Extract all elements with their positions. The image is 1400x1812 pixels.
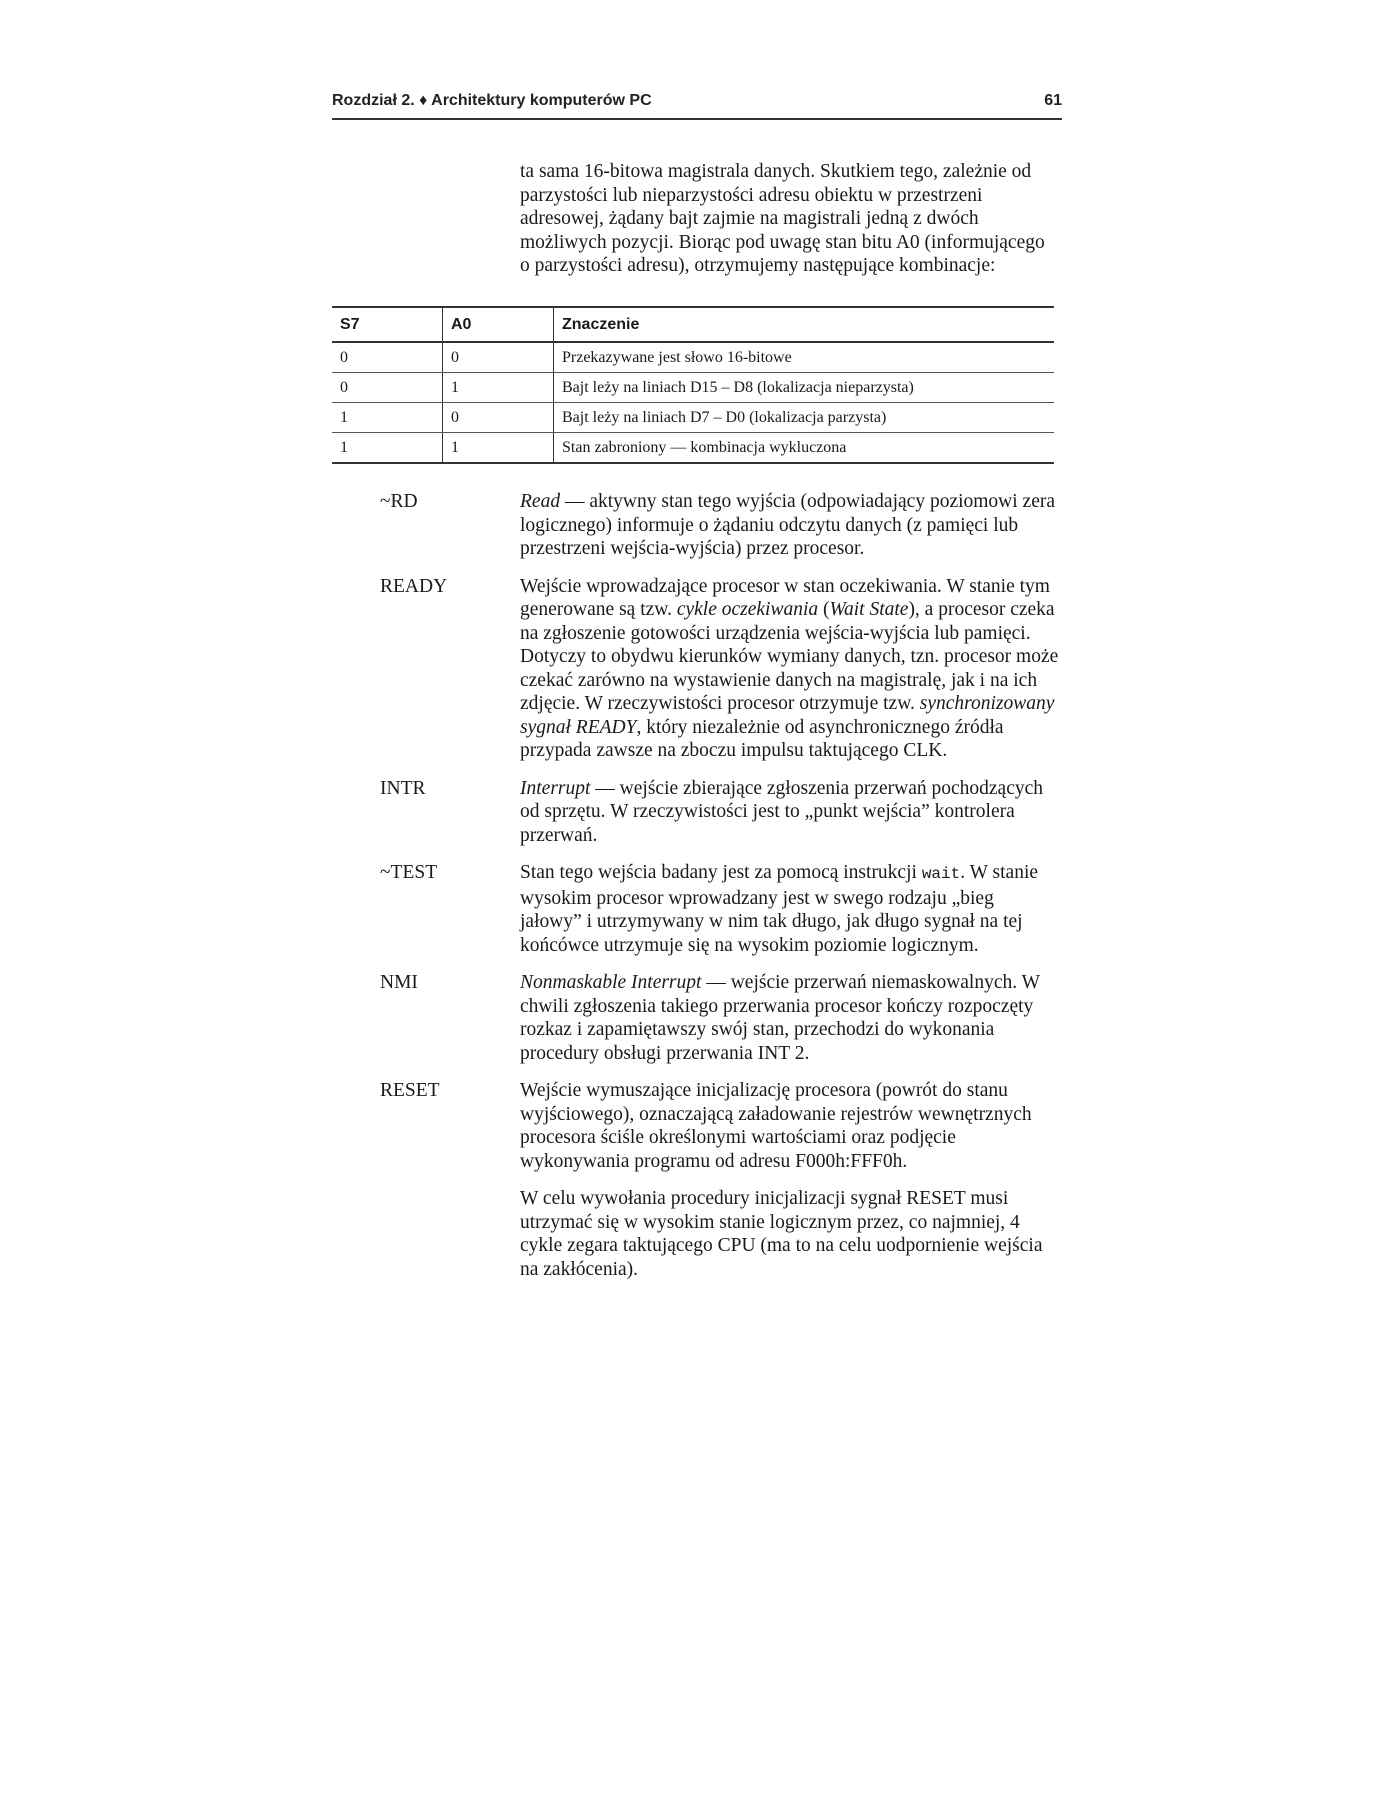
table-row	[332, 373, 1054, 403]
desc-text: Stan tego wejścia badany jest za pomocą instrukcji	[520, 862, 922, 883]
term-ready: READY	[380, 575, 448, 597]
cell-a0: 0	[443, 342, 554, 373]
signal-definitions	[380, 490, 1060, 1295]
cell-a0: 1	[443, 433, 554, 464]
cell-meaning: Przekazywane jest słowo 16-bitowe	[554, 342, 1055, 373]
cell-a0: 1	[443, 373, 554, 403]
desc-text: W celu wywołania procedury inicjalizacji sygnał RESET musi utrzymać się w wysokim stanie logicznym przez, co najmniej, 4 cykle zegara taktującego CPU (ma to na celu uodpornienie wejścia na zakłócenia).	[520, 1188, 1043, 1280]
desc-text: — wejście zbierające zgłoszenia przerwań pochodzących od sprzętu. W rzeczywistości jest to „punkt wejścia” kontrolera przerwań.	[520, 777, 1044, 846]
cell-s7: 1	[332, 403, 443, 433]
desc-intr	[520, 777, 1060, 848]
desc-reset	[520, 1079, 1060, 1281]
table-row	[332, 433, 1054, 464]
parity-table	[332, 306, 1054, 464]
desc-nmi	[520, 971, 1060, 1065]
table-header-row	[332, 307, 1054, 342]
desc-text: Wejście wprowadzające procesor w stan oczekiwania. W stanie tym generowane są tzw.	[520, 575, 1050, 620]
cell-a0: 0	[443, 403, 554, 433]
emphasis: Wait State	[829, 599, 909, 620]
definition-test	[380, 861, 1060, 957]
code-wait: wait	[921, 865, 961, 883]
header-a0: A0	[443, 307, 554, 342]
running-head: Rozdział 2. ♦ Architektury komputerów PC	[332, 92, 652, 109]
definition-ready	[380, 575, 1060, 763]
definition-reset	[380, 1079, 1060, 1281]
definition-nmi	[380, 971, 1060, 1065]
desc-text: ), a procesor czeka na zgłoszenie gotowości urządzenia wejścia-wyjścia lub pamięci. Dotyczy to obydwu kierunków wymiany danych, tzn. procesor może czekać zarówno na wystawienie danych na magistralę, jak i na ich zdjęcie. W rzeczywistości procesor otrzymuje tzw.	[520, 599, 1059, 714]
desc-text: — aktywny stan tego wyjścia (odpowiadający poziomowi zera logicznego) informuje o żądaniu odczytu danych (z pamięci lub przestrzeni wejścia-wyjścia) przez procesor.	[520, 491, 1056, 559]
emphasis: Read	[520, 491, 561, 512]
cell-meaning: Bajt leży na liniach D7 – D0 (lokalizacja parzysta)	[554, 403, 1055, 433]
page-number: 61	[1044, 92, 1062, 109]
cell-meaning: Bajt leży na liniach D15 – D8 (lokalizacja nieparzysta)	[554, 373, 1055, 403]
definition-rd	[380, 490, 1060, 561]
emphasis: cykle oczekiwania	[676, 599, 819, 620]
page-header	[332, 92, 1062, 120]
desc-text: — wejście przerwań niemaskowalnych. W chwili zgłoszenia takiego przerwania procesor kończy rozpoczęty rozkaz i zapamiętawszy swój stan, przechodzi do wykonania procedury obsługi przerwania INT 2.	[520, 972, 1040, 1064]
cell-s7: 1	[332, 433, 443, 464]
term-rd: ~RD	[380, 491, 418, 512]
emphasis: synchronizowany sygnał READY	[520, 693, 1055, 738]
desc-rd	[520, 490, 1060, 561]
header-s7: S7	[332, 307, 443, 342]
desc-test	[520, 861, 1060, 957]
intro-paragraph: ta sama 16-bitowa magistrala danych. Skutkiem tego, zależnie od parzystości lub nieparzystości adresu obiektu w przestrzeni adresowej, żądany bajt zajmie na magistrali jedną z dwóch możliwych pozycji. Biorąc pod uwagę stan bitu A0 (informującego o parzystości adresu), otrzymujemy następujące kombinacje:	[520, 161, 1045, 276]
definition-intr	[380, 777, 1060, 848]
term-nmi: NMI	[380, 972, 418, 993]
cell-s7: 0	[332, 342, 443, 373]
header-znaczenie: Znaczenie	[554, 307, 1055, 342]
table-row	[332, 342, 1054, 373]
cell-s7: 0	[332, 373, 443, 403]
desc-ready	[520, 575, 1060, 763]
table-row	[332, 403, 1054, 433]
emphasis: Nonmaskable Interrupt	[520, 972, 702, 993]
term-test: ~TEST	[380, 862, 438, 883]
desc-text: . W stanie wysokim procesor wprowadzany jest w swego rodzaju „bieg jałowy” i utrzymywany w nim tak długo, jak długo sygnał na tej końcówce utrzymuje się na wysokim poziomie logicznym.	[520, 862, 1039, 956]
term-intr: INTR	[380, 777, 426, 799]
term-reset: RESET	[380, 1080, 440, 1101]
cell-meaning: Stan zabroniony — kombinacja wykluczona	[554, 433, 1055, 464]
emphasis: Interrupt	[520, 777, 591, 799]
desc-text: (	[818, 599, 830, 620]
desc-text: Wejście wymuszające inicjalizację procesora (powrót do stanu wyjściowego), oznaczającą załadowanie rejestrów wewnętrznych procesora ściśle określonymi wartościami oraz podjęcie wykonywania programu od adresu F000h:FFF0h.	[520, 1080, 1032, 1172]
desc-text: , który niezależnie od asynchronicznego źródła przypada zawsze na zboczu impulsu taktującego CLK.	[520, 716, 1004, 761]
